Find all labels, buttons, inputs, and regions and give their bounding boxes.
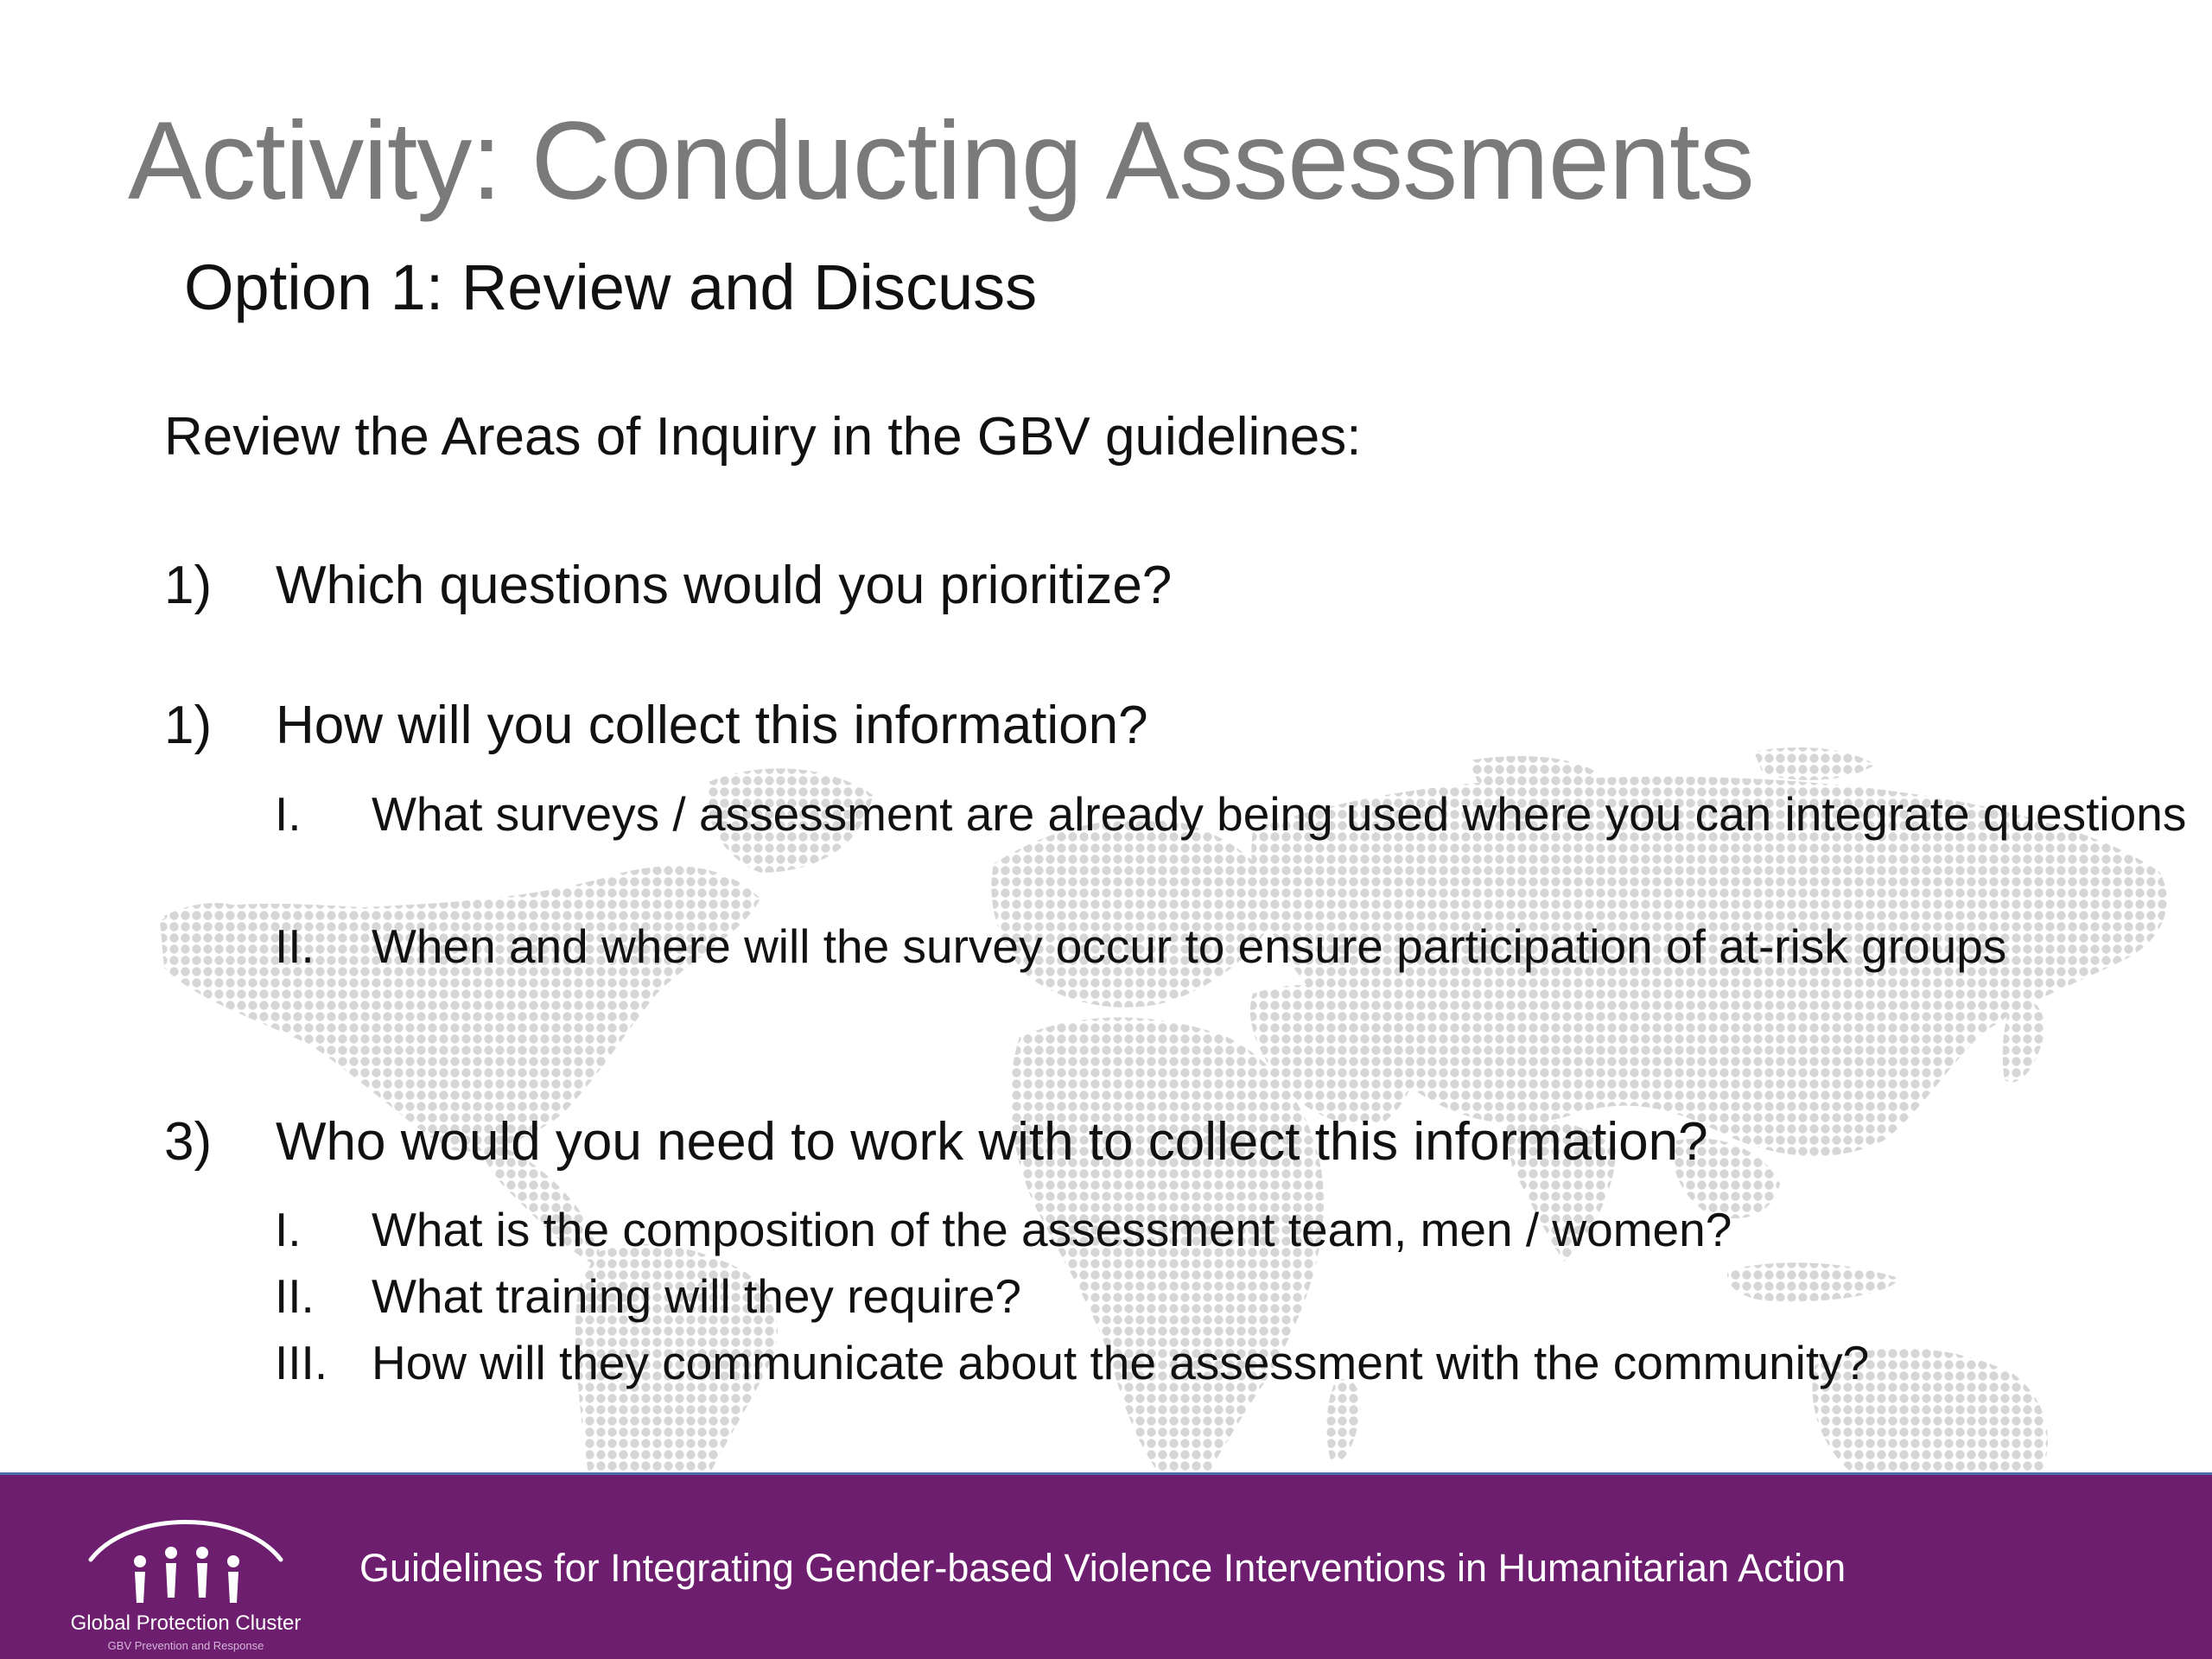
- sub-question-text: When and where will the survey occur to ensure participation of at-risk groups: [372, 919, 2007, 973]
- question-number: 3): [164, 1112, 213, 1172]
- roman-numeral: I.: [275, 1203, 302, 1256]
- logo-name: Global Protection Cluster: [70, 1611, 302, 1635]
- question-number: 1): [164, 696, 213, 755]
- question-text: Which questions would you prioritize?: [276, 556, 1173, 615]
- global-protection-cluster-logo: [60, 1501, 311, 1656]
- sub-question-text: How will they communicate about the assessment with the community?: [372, 1336, 1870, 1389]
- roman-numeral: II.: [275, 919, 315, 973]
- question-text: How will you collect this information?: [276, 696, 1148, 755]
- logo-subtitle: GBV Prevention and Response: [107, 1639, 264, 1652]
- question-number: 1): [164, 556, 213, 615]
- slide-title: Activity: Conducting Assessments: [128, 99, 1754, 223]
- four-people-under-arc-icon: [60, 1501, 311, 1613]
- roman-numeral: III.: [275, 1336, 328, 1389]
- footer-bar: [0, 1472, 2212, 1659]
- sub-question-text: What is the composition of the assessment team, men / women?: [372, 1203, 1732, 1256]
- footer-title: Guidelines for Integrating Gender-based Violence Interventions in Humanitarian Action: [359, 1546, 1847, 1590]
- roman-numeral: I.: [275, 787, 302, 841]
- roman-numeral: II.: [275, 1269, 315, 1323]
- sub-question-text: What surveys / assessment are already being used where you can integrate questions: [372, 787, 2187, 841]
- intro-text: Review the Areas of Inquiry in the GBV guidelines:: [164, 407, 1362, 467]
- sub-question-text: What training will they require?: [372, 1269, 1022, 1323]
- slide-subtitle: Option 1: Review and Discuss: [184, 251, 1038, 323]
- question-text: Who would you need to work with to collect this information?: [276, 1112, 1708, 1172]
